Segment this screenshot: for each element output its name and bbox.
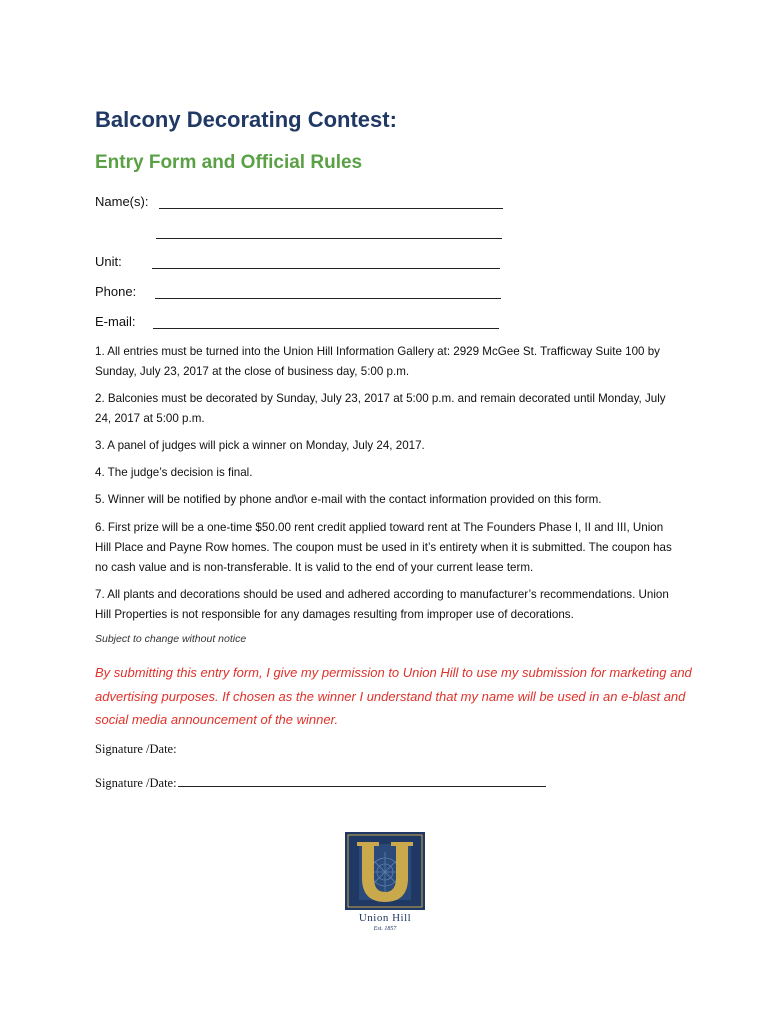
email-label: E-mail: [95, 314, 136, 329]
change-notice: Subject to change without notice [95, 633, 247, 645]
phone-label: Phone: [95, 284, 137, 299]
signature-line [178, 786, 546, 787]
logo-wordmark: Union Hill [358, 912, 412, 924]
rule-3: 3. A panel of judges will pick a winner on Monday, July 24, 2017. [95, 439, 425, 452]
rule-7: 7. All plants and decorations should be used and adhered according to manufacturer’s recommendations. Union Hill Properties is not responsible for any damages resulting from improper use of decorations. [95, 588, 669, 621]
signature-label-1: Signature /Date: [95, 742, 177, 756]
signature-label-2: Signature /Date: [95, 776, 177, 790]
logo-established: Est. 1857 [373, 926, 397, 932]
rule-5: 5. Winner will be notified by phone and\or e-mail with the contact information provided on this form. [95, 493, 602, 506]
page-title: Balcony Decorating Contest: [95, 107, 397, 132]
names-label: Name(s): [95, 194, 149, 209]
consent-statement: By submitting this entry form, I give my permission to Union Hill to use my submission for marketing and advertising purposes. If chosen as the winner I understand that my name will be used in an e-blast and social media announcement of the winner. [95, 665, 692, 727]
signature-row-1 [95, 742, 177, 757]
rule-2: 2. Balconies must be decorated by Sunday, July 23, 2017 at 5:00 p.m. and remain decorated until Monday, July 24, 2017 at 5:00 p.m. [95, 392, 666, 425]
names-line-2 [156, 238, 502, 239]
email-line [153, 328, 499, 329]
phone-line [155, 298, 501, 299]
unit-line [152, 268, 500, 269]
signature-row-2 [95, 776, 546, 791]
names-line-1 [159, 208, 503, 209]
unit-label: Unit: [95, 254, 122, 269]
page-subtitle: Entry Form and Official Rules [95, 152, 363, 173]
rule-6: 6. First prize will be a one-time $50.00 rent credit applied toward rent at The Founders Phase I, II and III, Union Hill Place and Payne Row homes. The coupon must be used in it’s entirety when it is submitted. The coupon has no cash value and is non-transferable. It is valid to the end of your current lease term. [95, 521, 672, 574]
rule-1: 1. All entries must be turned into the Union Hill Information Gallery at: 2929 McGee St. Trafficway Suite 100 by Sunday, July 23, 2017 at the close of business day, 5:00 p.m. [95, 345, 660, 378]
rule-4: 4. The judge’s decision is final. [95, 466, 253, 479]
